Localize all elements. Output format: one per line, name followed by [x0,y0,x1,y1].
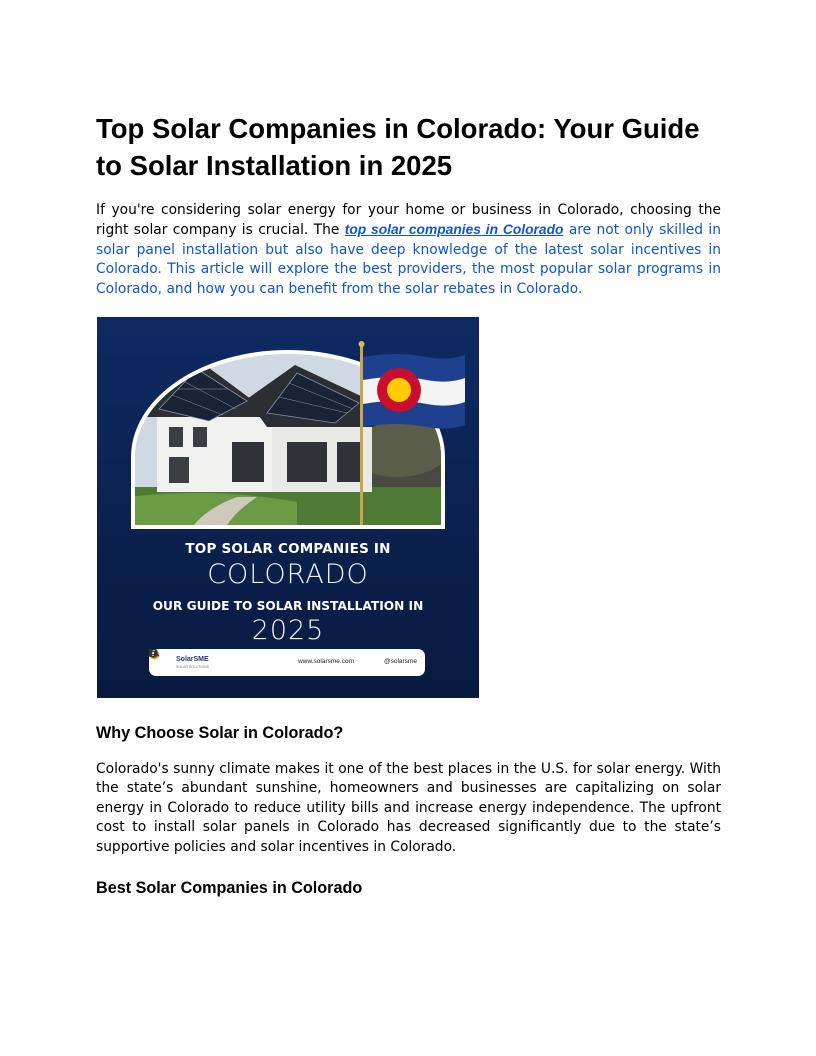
instagram-icon [149,649,157,657]
intro-text-before-link: If you're considering solar energy for your home or business in Colorado, choosing the right solar company is crucial. The [96,202,721,239]
hero-footer-bar [149,649,425,676]
section-heading-why-solar: Why Choose Solar in Colorado? [96,724,344,742]
hero-line-1: TOP SOLAR COMPANIES IN [185,541,391,557]
hero-image [97,317,479,698]
hero-line-3: OUR GUIDE TO SOLAR INSTALLATION IN [152,599,424,613]
flag-pole [360,345,363,525]
intro-text-after-link: are not only skilled in solar panel installation but also have deep knowledge of the latest solar incentives in Colorado. This article will explore the best providers, the most popular solar programs in Colorado, and how you can benefit from the solar rebates in Colorado. [96,222,721,297]
logo-subtext: SOLAR SOLUTIONS [176,665,210,669]
hero-line-4: 2025 [251,615,325,646]
article-title: Top Solar Companies in Colorado: Your Guide to Solar Installation in 2025 [96,113,700,181]
logo-text: SolarSME [176,656,209,663]
section-body-why-solar: Colorado's sunny climate makes it one of the best places in the U.S. for solar energy. With the state’s abundant sunshine, homeowners and businesses are capitalizing on solar energy in Colorado to reduce utility bills and increase energy independence. The upfront cost to install solar panels in Colorado has decreased significantly due to the state’s supportive policies and solar incentives in Colorado. [96,761,721,855]
footer-website: www.solarsme.com [298,658,354,665]
hero-line-2: COLORADO [207,559,369,590]
top-solar-companies-link[interactable]: top solar companies in Colorado [344,222,564,238]
section-heading-best-companies: Best Solar Companies in Colorado [96,879,363,897]
footer-handle: @solarsme [384,658,417,665]
intro-paragraph [96,201,721,299]
colorado-flag [363,354,465,429]
